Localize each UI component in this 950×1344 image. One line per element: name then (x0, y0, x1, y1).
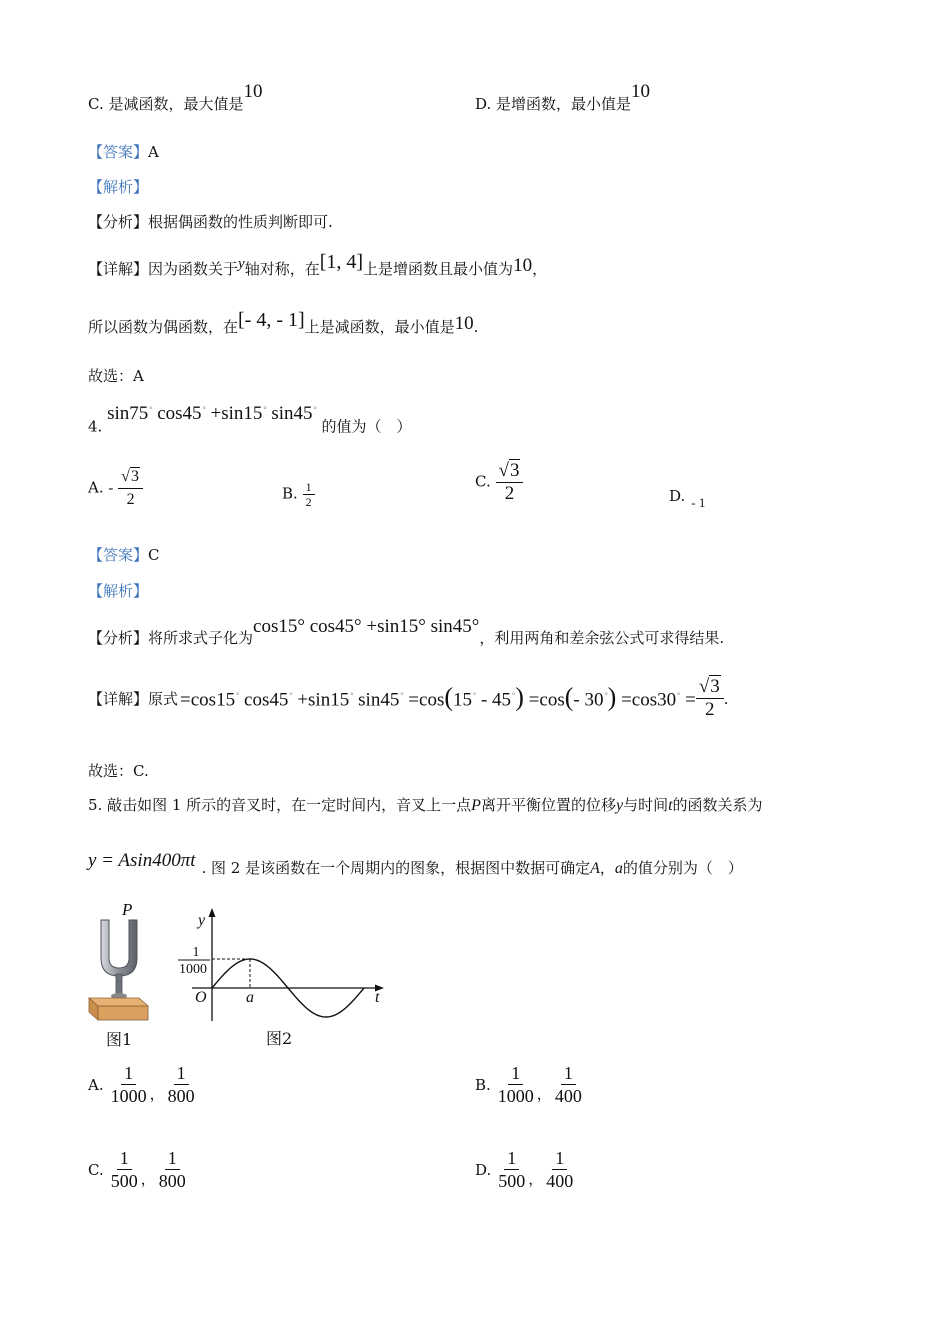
q5-option-b: B. $\frac{1}{1000}$ ， $\frac{1}{400}$ (475, 1063, 582, 1106)
q5-option-c: C. $\frac{1}{500}$ ， $\frac{1}{800}$ (88, 1148, 186, 1191)
q5-stem-line1: 5. 敲击如图 1 所示的音叉时，在一定时间内，音叉上一点P离开平衡位置的位移y与时间t的函数关系为 (88, 796, 763, 814)
q4-option-a: A. - $\frac{√3}{2}$ (88, 466, 143, 511)
q3-option-d: D. 是增函数，最小值是10 (475, 81, 651, 113)
q4-fenxi: 【分析】将所求式子化为cos15° cos45° +sin15° sin45°，利用两角和差余弦公式可求得结果. (88, 616, 725, 647)
sine-graph-figure (170, 905, 392, 1023)
svg-text:y: y (198, 912, 206, 929)
q3-analysis-tag: 【解析】 (88, 178, 149, 196)
svg-text:1000: 1000 (179, 962, 207, 977)
q4-answer: 【答案】C (88, 546, 160, 564)
fig1-caption: 图1 (106, 1030, 133, 1049)
q3-detail-line1: 【详解】因为函数关于y轴对称，在[1, 4]上是增函数且最小值为10， (88, 251, 548, 278)
svg-text:t: t (375, 989, 380, 1006)
svg-text:a: a (246, 989, 254, 1006)
q4-option-c: C. $\frac{√3}{2}$ (475, 460, 523, 505)
q3-fenxi: 【分析】根据偶函数的性质判断即可. (88, 213, 333, 231)
q5-option-a: A. $\frac{1}{1000}$ ， $\frac{1}{800}$ (88, 1063, 195, 1106)
q4-choose: 故选：C. (88, 762, 149, 780)
tuning-fork-figure (84, 898, 156, 1026)
q3-answer: 【答案】A (88, 143, 159, 161)
q3-choose: 故选：A (88, 367, 144, 385)
q4-option-b: B. $\frac{1}{2}$ (282, 480, 315, 509)
svg-text:1: 1 (192, 945, 200, 960)
q4-stem: 4. sin75° cos45° +sin15° sin45° 的值为（ ） (88, 403, 412, 436)
y-axis-arrow (209, 908, 216, 917)
q3-detail-line2: 所以函数为偶函数，在[- 4, - 1]上是减函数，最小值是10. (88, 309, 479, 336)
svg-text:O: O (195, 989, 207, 1006)
q4-analysis-tag: 【解析】 (88, 582, 149, 600)
q5-stem-line2: y = Asin400πt . 图 2 是该函数在一个周期内的图象，根据图中数据可确定A，a的值分别为（ ） (88, 850, 743, 877)
q5-option-d: D. $\frac{1}{500}$ ， $\frac{1}{400}$ (475, 1148, 574, 1191)
q4-detail: 【详解】 原式 =cos15° cos45° +sin15° sin45° =cos(15° - 45°) =cos(- 30°) =cos30° = $\frac{√3}{2}$ . (88, 676, 729, 720)
q3-option-c: C. 是减函数，最大值是10 (88, 81, 263, 113)
fig1-label-p: P (122, 900, 133, 919)
fig2-caption: 图2 (266, 1029, 293, 1048)
q4-option-d: D. - 1 (669, 487, 706, 510)
